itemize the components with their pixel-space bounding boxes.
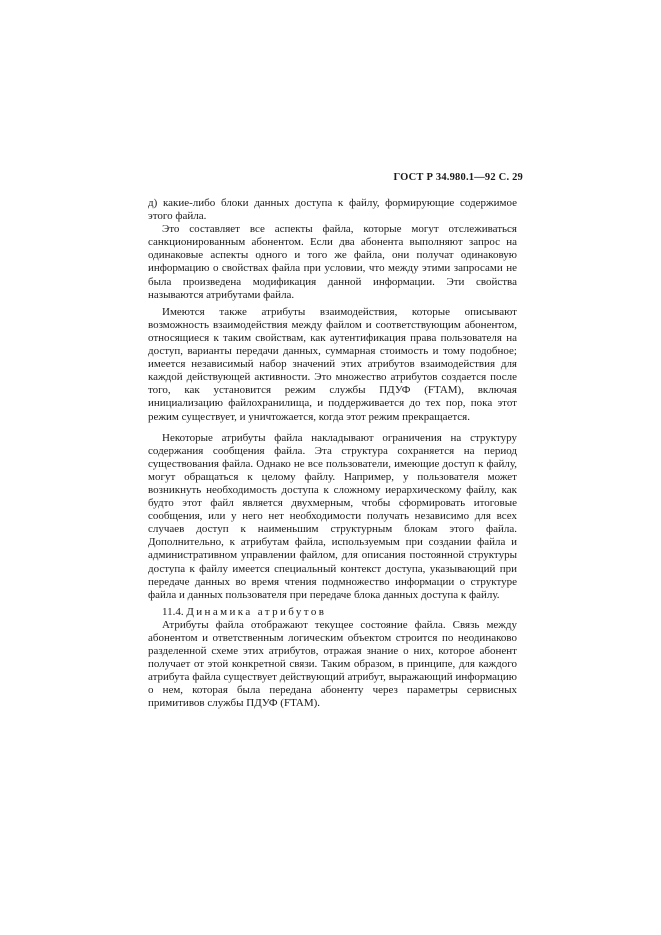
paragraph-attribute-dynamics: Атрибуты файла отображают текущее состояние файла. Связь между абонентом и ответственным логическим объектом строится по неодинаково разделенной схеме этих атрибутов, отражая знание о них, которое абонент получает от этой конкретной связи. Таким образом, в принципе, для каждого атрибута файла существует действующий атрибут, выражающий информацию о нем, которая была передана абоненту через параметры сервисных примитивов службы ПДУФ (FTAM). bbox=[148, 618, 517, 710]
page-running-header bbox=[394, 172, 523, 183]
running-title: ГОСТ Р 34.980.1—92 С. 29 bbox=[393, 172, 523, 183]
paragraph-list-item-d: д) какие-либо блоки данных доступа к файлу, формирующие содержимое этого файла. bbox=[148, 197, 517, 223]
section-heading bbox=[148, 606, 517, 619]
document-body bbox=[148, 197, 517, 711]
paragraph-interaction-attributes: Имеются также атрибуты взаимодействия, которые описывают возможность взаимодействия между файлом и соответствующим абонентом, относящиеся к таким свойствам, как аутентификация права пользователя на доступ, варианты передачи данных, суммарная стоимость и тому подобное; имеется независимый набор значений этих атрибутов взаимодействия для каждой действующей активности. Это множество атрибутов создается после того, как установится режим службы ПДУФ (FTAM), включая инициализацию файлохранилища, и поддерживается до тех пор, пока этот режим существует, и уничтожается, когда этот режим прекращается. bbox=[148, 305, 517, 423]
paragraph-structure-constraints: Некоторые атрибуты файла накладывают ограничения на структуру содержания сообщения файла. Эта структура сохраняется на период существования файла. Однако не все пользователи, имеющие доступ к файлу, могут обращаться к целому файлу. Например, у пользователя может возникнуть необходимость доступа к сложному иерархическому файлу, как будто этот файл является двухмерным, чтобы сформировать итоговые сообщения, или у него нет необходимости получать независимо для всех случаев доступ к наименьшим структурным блокам этого файла. Дополнительно, к атрибутам файла, используемым при создании файла и административном управлении файлом, для описания постоянной структуры доступа к файлу имеется специальный контекст доступа, указывающий при передаче данных во время чтения подмножество информации о структуре файла и данных пользователя при передаче блока данных доступа к файлу. bbox=[148, 431, 517, 601]
paragraph-file-attributes: Это составляет все аспекты файла, которые могут отслеживаться санкционированным абонентом. Если два абонента выполняют запрос на одинаковые аспекты одного и того же файла, они получат одинаковую информацию о свойствах файла при условии, что между этими запросами не была произведена модификация данной информации. Эти свойства называются атрибутами файла. bbox=[148, 223, 517, 301]
section-title: Динамика атрибутов bbox=[186, 605, 327, 618]
section-number: 11.4. bbox=[162, 605, 184, 618]
